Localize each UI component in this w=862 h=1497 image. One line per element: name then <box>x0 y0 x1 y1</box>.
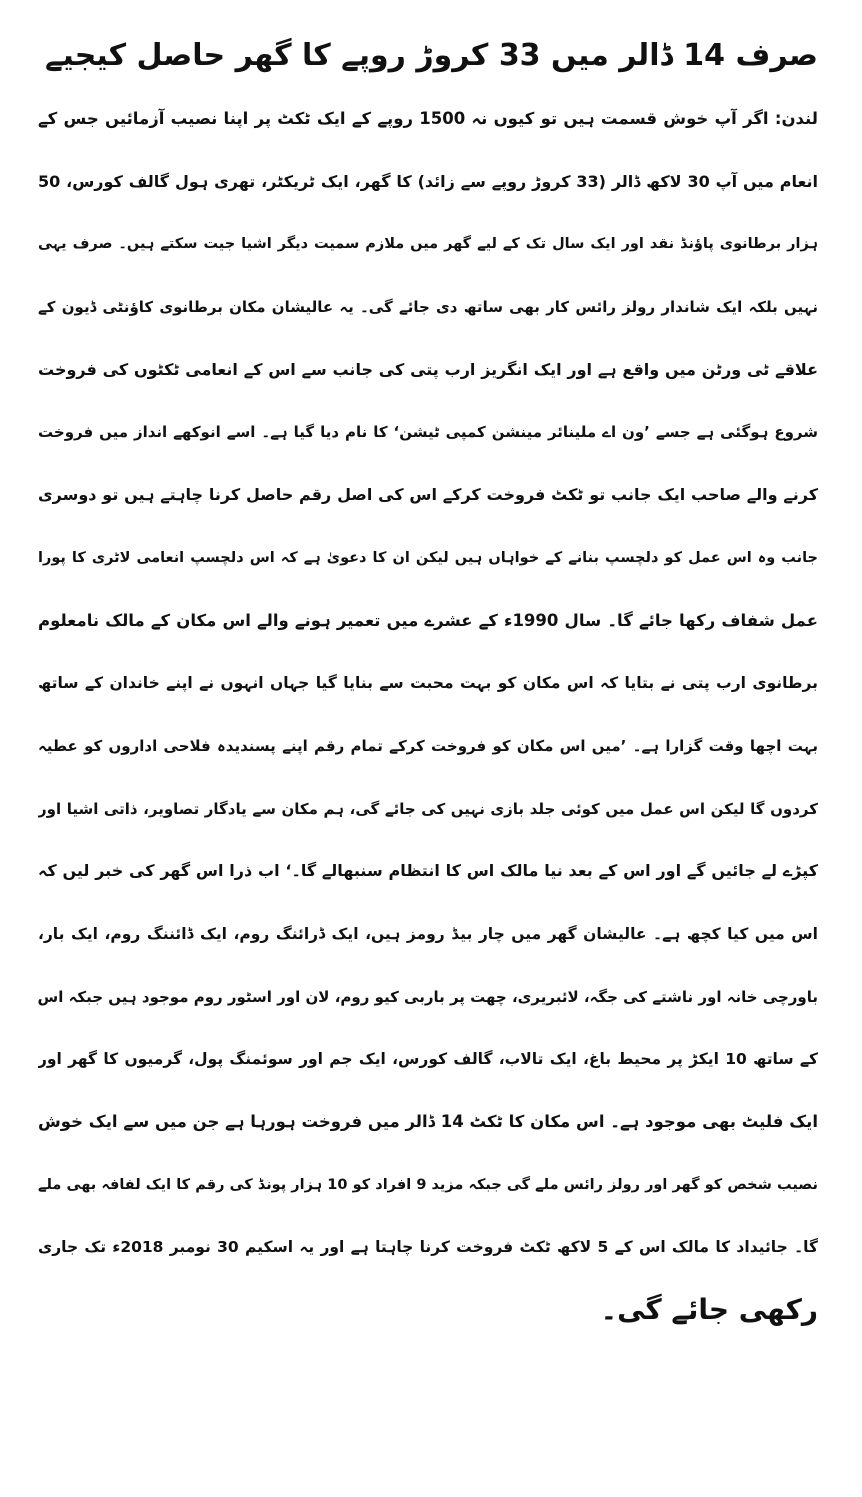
body-line: کردوں گا لیکن اس عمل میں کوئی جلد بازی نہیں کی جائے گی، ہم مکان سے یادگار تصاویر، ذاتی اشیا اور <box>38 799 818 818</box>
body-line: گا۔ جائیداد کا مالک اس کے 5 لاکھ ٹکٹ فروخت کرنا چاہتا ہے اور یہ اسکیم 30 نومبر 2018ء تک جاری <box>38 1238 818 1257</box>
body-line: باورچی خانہ اور ناشتے کی جگہ، لائبریری، چھت پر باربی کیو روم، لان اور اسٹور روم موجود ہیں جبکہ اس <box>38 987 818 1006</box>
body-line: لندن: اگر آپ خوش قسمت ہیں تو کیوں نہ 1500 روپے کے ایک ٹکٹ پر اپنا نصیب آزمائیں جس کے <box>38 109 818 128</box>
body-line: کرنے والے صاحب ایک جانب تو ٹکٹ فروخت کرکے اس کی اصل رقم حاصل کرنا چاہتے ہیں تو دوسری <box>38 485 818 505</box>
article-body <box>38 88 818 1342</box>
body-line: علاقے ٹی ورٹن میں واقع ہے اور ایک انگریز ارب پتی کی جانب سے اس کے انعامی ٹکٹوں کی فروخت <box>38 359 818 379</box>
news-article <box>38 24 818 1477</box>
body-line: برطانوی ارب پتی نے بتایا کہ اس مکان کو بہت محبت سے بنایا گیا جہاں انہوں نے اپنے خاندان کے ساتھ <box>38 674 818 693</box>
body-line: ہزار برطانوی پاؤنڈ نقد اور ایک سال تک کے لیے گھر میں ملازم سمیت دیگر اشیا جیت سکتے ہیں۔ صرف یہی <box>38 236 818 253</box>
body-line: کپڑے لے جائیں گے اور اس کے بعد نیا مالک اس کا انتظام سنبھالے گا۔‘ اب ذرا اس گھر کی خبر لیں کہ <box>38 861 818 881</box>
body-line: جانب وہ اس عمل کو دلچسپ بنانے کے خواہاں ہیں لیکن ان کا دعویٰ ہے کہ اس دلچسپ انعامی لاٹری کا پورا <box>38 549 818 566</box>
article-headline: صرف 14 ڈالر میں 33 کروڑ روپے کا گھر حاصل کیجیے <box>44 38 818 73</box>
body-line: نصیب شخص کو گھر اور رولز رائس ملے گی جبکہ مزید 9 افراد کو 10 ہزار پونڈ کی رقم کا ایک لفافہ بھی ملے <box>38 1176 818 1193</box>
body-line: بہت اچھا وقت گزارا ہے۔ ’میں اس مکان کو فروخت کرکے تمام رقم اپنے پسندیدہ فلاحی اداروں کو عطیہ <box>38 736 818 755</box>
body-line: عمل شفاف رکھا جائے گا۔ سال 1990ء کے عشرے میں تعمیر ہونے والے اس مکان کے مالک نامعلوم <box>38 610 818 630</box>
body-line: ایک فلیٹ بھی موجود ہے۔ اس مکان کا ٹکٹ 14 ڈالر میں فروخت ہورہا ہے جن میں سے ایک خوش <box>38 1112 818 1131</box>
body-line: شروع ہوگئی ہے جسے ’ون اے ملینائر مینشن کمپی ٹیشن‘ کا نام دیا گیا ہے۔ اسے انوکھے انداز میں فروخت <box>38 423 818 442</box>
body-line: اس میں کیا کچھ ہے۔ عالیشان گھر میں چار بیڈ رومز ہیں، ایک ڈرائنگ روم، ایک ڈائننگ روم، ایک بار، <box>38 924 818 943</box>
body-line: نہیں بلکہ ایک شاندار رولز رائس کار بھی ساتھ دی جائے گی۔ یہ عالیشان مکان برطانوی کاؤنٹی ڈیون کے <box>38 298 818 317</box>
body-line: کے ساتھ 10 ایکڑ پر محیط باغ، ایک تالاب، گالف کورس، ایک جم اور سوئمنگ پول، گرمیوں کا گھر اور <box>38 1050 818 1069</box>
body-line: انعام میں آپ 30 لاکھ ڈالر (33 کروڑ روپے سے زائد) کا گھر، ایک ٹریکٹر، تھری ہول گالف کورس، 50 <box>38 171 818 191</box>
body-line: رکھی جائے گی۔ <box>600 1293 818 1327</box>
